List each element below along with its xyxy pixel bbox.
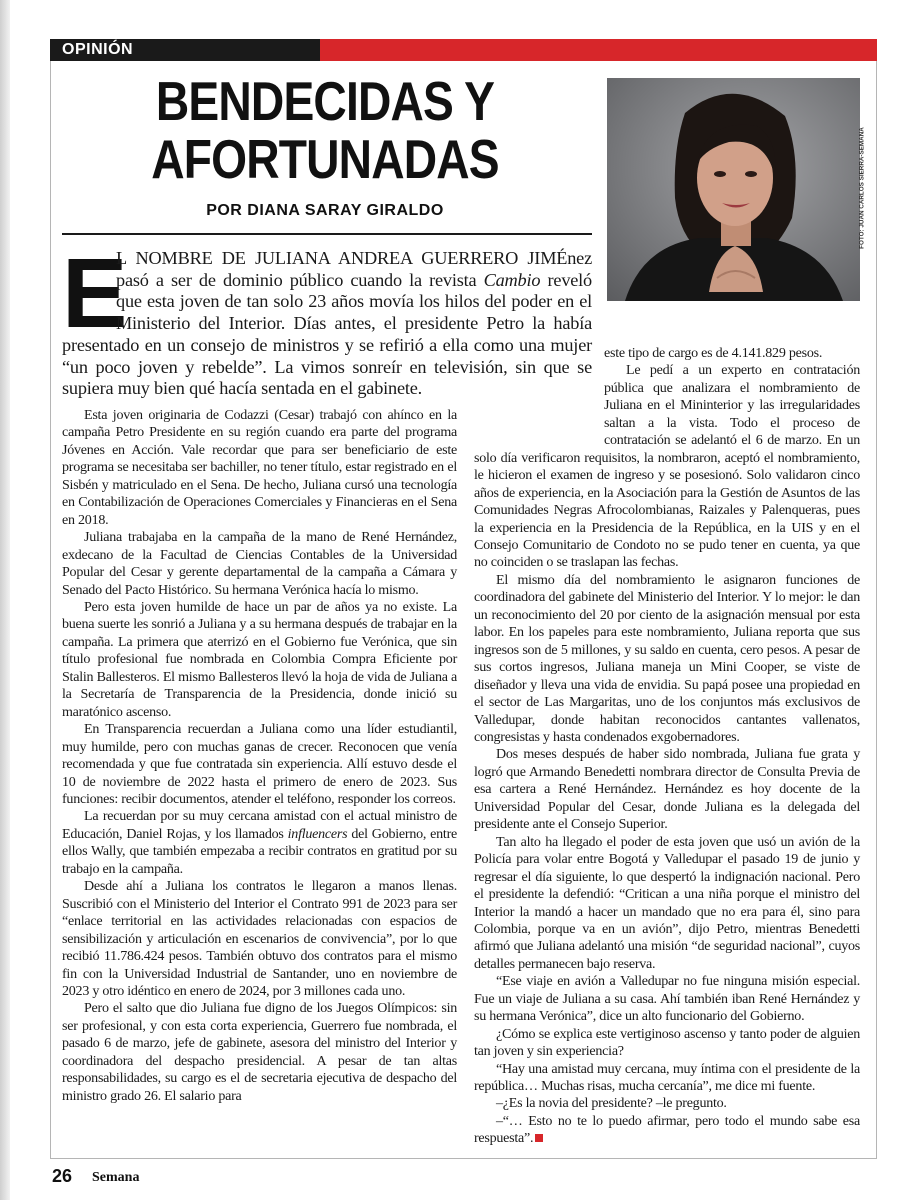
section-label: OPINIÓN xyxy=(50,39,320,61)
lead-text: L NOMBRE DE JULIANA ANDREA GUERRERO JIMÉnez pasó a ser de dominio público cuando la revista xyxy=(116,248,592,290)
article-column-2 xyxy=(474,345,860,1148)
drop-cap: E xyxy=(62,238,128,348)
paragraph: “Hay una amistad muy cercana, muy íntima con el presidente de la república… Muchas risas, mucha cercanía”, me dice mi fuente. xyxy=(474,1060,860,1095)
paragraph: este tipo de cargo es de 4.141.829 pesos. xyxy=(604,345,823,361)
paragraph: Le pedí a un experto en contratación pública que analizara el nombramiento de Juliana en el Mininterior y las irregularidades saltan a la vista. Todo el proceso de contratación se adelantó el 6 de marzo. En un solo día verificaron requisitos, la nombraron, aceptó el nombramiento, le hicieron el examen de ingreso y se posesionó. Solo validaron cinco años de experiencia, en la Asociación para la Gestión de Asuntos de las Comunidades Negras Afrocolombianas, Raizales y Palenqueras, pues la experiencia en la Presidencia de la República, en la UIS y en el Consejo Comunitario de Condoto no se pudo tener en cuenta, ya que no coinciden o se traslapan las fechas. xyxy=(474,362,860,571)
byline-rule xyxy=(62,233,592,235)
section-red-band xyxy=(320,39,877,61)
article-column-1 xyxy=(62,407,457,1105)
paragraph: Tan alto ha llegado el poder de esta joven que usó un avión de la Policía para volar entre Bogotá y Valledupar el pasado 19 de junio y regresar el día siguiente, lo que despertó la indignación nacional. Pero el presidente la defendió: “Critican a una niña porque el ministro del Interior la mandó a hacer un mandado que no era para él, sino para Colombia, porque va en un avión”, dijo Petro, mientras Benedetti afirmó que Juliana adelantó una misión “de seguridad nacional”, cuyos detalles permanecen bajo reserva. xyxy=(474,833,860,972)
author-portrait-illustration xyxy=(607,78,860,301)
paragraph: Pero esta joven humilde de hace un par de años ya no existe. La buena suerte les sonrió a Juliana y a su hermana después de trabajar en la campaña. La primera que aterrizó en el Gobierno fue Verónica, que sin título profesional fue nombrada en Colombia Compra Eficiente por Stalin Ballesteros. El mismo Ballesteros llevó la hoja de vida de Juliana a la Secretaría de Transparencia de la Presidencia, donde inició su maratónico ascenso. xyxy=(62,598,457,720)
paragraph: La recuerdan por su muy cercana amistad con el actual ministro de Educación, Daniel Rojas, y los llamados influencers del Gobierno, entre ellos Wally, que también empezaba a recibir contratos en gratitud por su trabajo en la campaña. xyxy=(62,808,457,877)
paragraph: ¿Cómo se explica este vertiginoso ascenso y tanto poder de alguien tan joven y sin experiencia? xyxy=(474,1025,860,1060)
paragraph: En Transparencia recuerdan a Juliana como una líder estudiantil, muy humilde, pero con muchas ganas de crecer. Reconocen que venía recomendada y que fue contratada sin experiencia. Allí estuvo desde el 10 de noviembre de 2022 hasta el primero de enero de 2023. Sus funciones: recibir documentos, atender el teléfono, responder los correos. xyxy=(62,721,457,807)
section-bar xyxy=(50,39,877,61)
headline: BENDECIDAS Y AFORTUNADAS xyxy=(151,70,499,190)
lead-magazine-name: Cambio xyxy=(483,269,541,290)
paragraph: Desde ahí a Juliana los contratos le llegaron a manos llenas. Suscribió con el Ministerio del Interior el Contrato 991 de 2023 para ser “enlace territorial en las actividades relacionadas con espacios de sensibilización y articulación en escenarios de convivencia”, por lo que recibió 11.786.424 pesos. También obtuvo dos contratos para el mismo fin con la Universidad Industrial de Santander, uno en noviembre de 2023 y otro idéntico en enero de 2024, por 3 millones cada uno. xyxy=(62,878,457,999)
paragraph: Esta joven originaria de Codazzi (Cesar) trabajó con ahínco en la campaña Petro Presidente en su región cuando era parte del programa Jóvenes en Acción. Vale recordar que para ser beneficiario de este programa se necesitaba ser bachiller, no tener título, estar registrado en el Sisbén y matriculado en el Sena. De hecho, Juliana cursó una tecnología en Contabilización de Operaciones Comerciales y Financieras en el Sena en 2018. xyxy=(62,407,457,528)
byline: POR DIANA SARAY GIRALDO xyxy=(206,202,444,219)
paragraph: El mismo día del nombramiento le asignaron funciones de coordinadora del gabinete del Ministerio del Interior. Y lo mejor: le dan un reconocimiento del 20 por ciento de la asignación mensual por esta labor. En los papeles para este nombramiento, Juliana reporta que sus ingresos son de 5 millones, y su saldo en cuenta, cero pesos. A pesar de sus cortos ingresos, Juliana maneja un Mini Cooper, se viste de diseñador y lleva una vida de envidia. Su papá posee una propiedad en el sector de Las Margaritas, uno de los conjuntos más exclusivos de Valledupar, donde habitan reconocidos cantantes vallenatos, congresistas y hasta condenados exgobernadores. xyxy=(474,571,860,745)
paragraph: –“… Esto no te lo puedo afirmar, pero todo el mundo sabe esa respuesta”. xyxy=(474,1112,860,1147)
paragraph: “Ese viaje en avión a Valledupar no fue ninguna misión especial. Fue un viaje de Juliana a su casa. Ahí también iban René Hernández y su hermana Verónica”, dice un alto funcionario del Gobierno. xyxy=(474,973,860,1025)
lead-text-2: reveló que esta joven de tan solo 23 años movía los hilos del poder en el Ministerio del Interior. Días antes, el presidente Petro la había presentado en un consejo de ministros y se refirió a ella como una mujer “un poco joven y rebelde”. La vimos sonreír en televisión, sin que se supiera muy bien qué hacía sentada en el gabinete. xyxy=(62,269,592,399)
paragraph: Pero el salto que dio Juliana fue digno de los Juegos Olímpicos: sin ser profesional, y con esta corta experiencia, Guerrero fue nombrada, el pasado 6 de marzo, jefe de gabinete, asesora del ministro del Interior y coordinadora del despacho presidencial. A pesar de tan altas responsabilidades, su cargo es el de secretaria ejecutiva de despacho del ministro grado 26. El salario para xyxy=(62,1000,457,1104)
page-number: 26 xyxy=(52,1166,73,1186)
italic-term: influencers xyxy=(287,825,348,842)
paragraph: Juliana trabajaba en la campaña de la mano de René Hernández, exdecano de la Facultad de Ciencias Contables de la Universidad Popular del Cesar y gerente departamental de la campaña a Cámara y Senado del Pacto Histórico. Su hermana Verónica hacía lo mismo. xyxy=(62,529,457,598)
end-of-article-mark xyxy=(535,1134,543,1142)
author-photo xyxy=(607,78,860,301)
paragraph: Dos meses después de haber sido nombrada, Juliana fue grata y logró que Armando Benedetti nombrara director de Consulta Previa de esa cartera a René Hernández. Hernández es hoy docente de la Universidad Popular del Cesar, donde Juliana es la delegada del presidente ante el Consejo Superior. xyxy=(474,746,860,833)
page-edge-shadow xyxy=(0,0,10,1200)
magazine-name: Semana xyxy=(92,1170,140,1185)
paragraph: –¿Es la novia del presidente? –le pregunto. xyxy=(496,1095,727,1112)
